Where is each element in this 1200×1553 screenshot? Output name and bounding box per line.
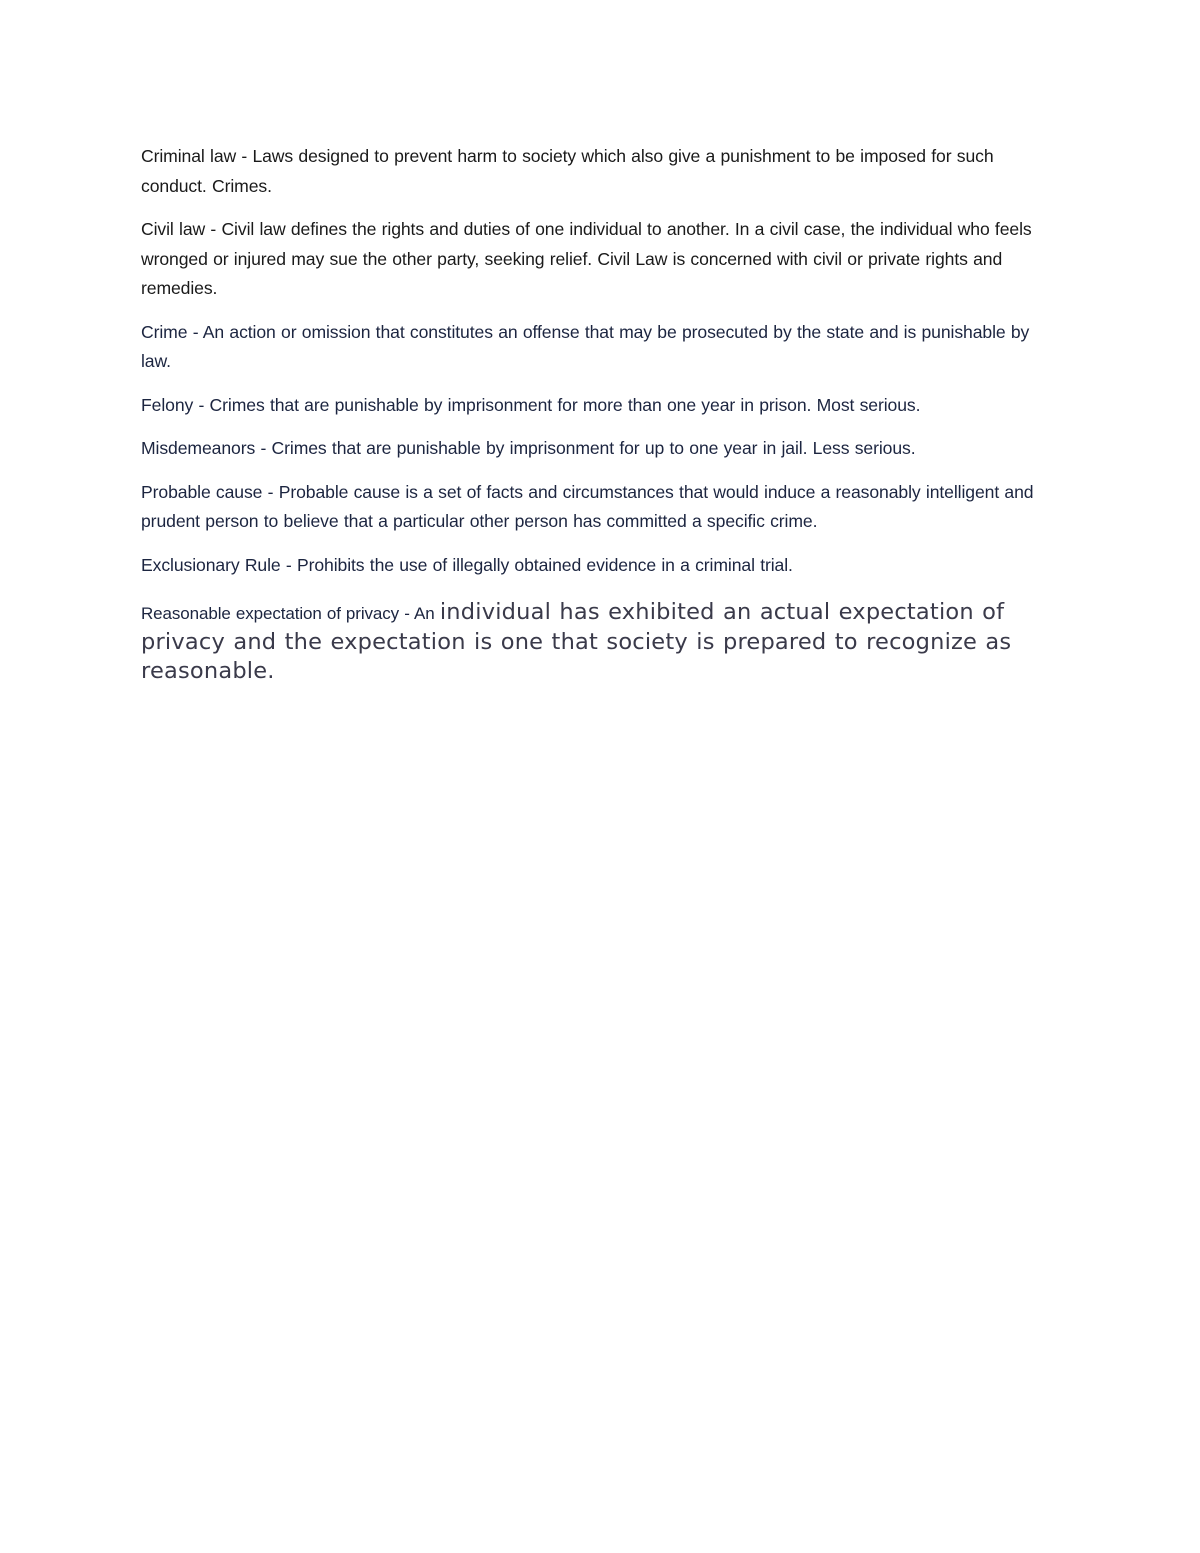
entry-civil-law: Civil law - Civil law defines the rights and duties of one individual to another. In a civil case, the individual who feels wronged or injured may sue the other party, seeking relief. Civil Law is concerned with civil or private rights and remedies. xyxy=(141,219,1032,298)
entry-misdemeanors: Misdemeanors - Crimes that are punishable by imprisonment for up to one year in jail. Less serious. xyxy=(141,438,916,458)
entry-crime: Crime - An action or omission that constitutes an offense that may be prosecuted by the state and is punishable by law. xyxy=(141,321,1030,371)
entry-probable-cause: Probable cause - Probable cause is a set of facts and circumstances that would induce a reasonably intelligent and prudent person to believe that a particular other person has committed a specific crime. xyxy=(141,481,1034,531)
entry-definition: individual has exhibited an actual expectation of privacy and the expectation is one that society is prepared to recognize as reasonable. xyxy=(141,599,1012,684)
entry-exclusionary-rule: Exclusionary Rule - Prohibits the use of illegally obtained evidence in a criminal trial. xyxy=(141,554,793,575)
entry-term: Reasonable expectation of privacy - An xyxy=(141,604,435,623)
document-body xyxy=(141,142,1061,700)
entry-criminal-law: Criminal law - Laws designed to prevent harm to society which also give a punishment to be imposed for such conduct. Crimes. xyxy=(141,146,994,196)
entry-reasonable-expectation-of-privacy xyxy=(141,598,1061,686)
entry-felony: Felony - Crimes that are punishable by imprisonment for more than one year in prison. Most serious. xyxy=(141,394,921,415)
